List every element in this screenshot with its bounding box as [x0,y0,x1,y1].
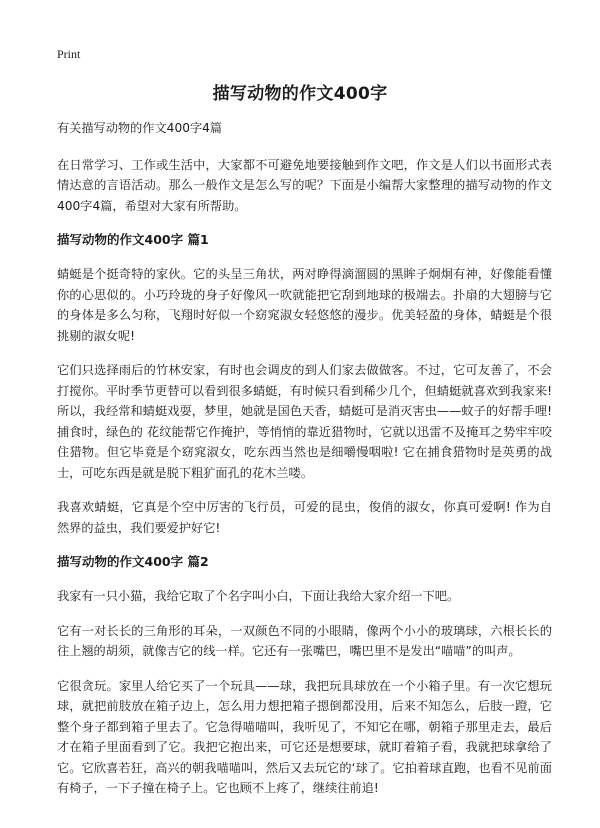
section2-paragraph: 它很贪玩。家里人给它买了一个玩具——球，我把玩具球放在一个小箱子里。有一次它想玩球，就把前肢放在箱子边上，怎么用力想把箱子摁倒都没用，后来不知怎么，后肢一蹬，它整个身子都到箱子里去了。它急得喵喵叫，我听见了，不知它在哪，朝箱子那里走去，最后才在箱子里面看到了它。我把它抱出来，可它还是想要球，就盯着箱子看，我就把球拿给了它。它欣喜若狂，高兴的朝我喵喵叫，然后又去玩它的‘球了。它拍着球直跑，也看不见前面有椅子，一下子撞在椅子上。它也顾不上疼了，继续往前追! [57,678,552,795]
section2-paragraph: 它有一对长长的三角形的耳朵，一双颜色不同的小眼睛，像两个小小的玻璃球，六根长长的往上翘的胡须，就像吉它的线一样。它还有一张嘴巴，嘴巴里不是发出“喵喵”的叫声。 [57,623,552,658]
section1-paragraph: 蜻蜓是个挺奇特的家伙。它的头呈三角状，两对睁得滴溜圆的黑眸子炯炯有神，好像能看懂你的心思似的。小巧玲珑的身子好像风一吹就能把它刮到地球的极端去。扑扇的大翅膀与它的身体是多么匀称，飞翔时好似一个窈窕淑女轻悠悠的漫步。优美轻盈的身体，蜻蜓是个很挑剔的淑女呢! [57,267,552,343]
section2-paragraph: 我家有一只小猫，我给它取了个名字叫小白，下面让我给大家介绍一下吧。 [57,589,460,603]
section1-paragraph: 它们只选择雨后的竹林安家，有时也会调皮的到人们家去做做客。不过，它可友善了，不会打搅你。平时季节更替可以看到很多蜻蜓，有时候只看到稀少几个，但蜻蜓就喜欢到我家来! 所以，我经常和蜻蜓戏耍，梦里，她就是国色天香，蜻蜓可是消灭害虫——蚊子的好帮手哩! 捕食时，绿色的 花纹能帮它作掩护，等悄悄的靠近猎物时，它就以迅雷不及掩耳之势牢牢咬住猎物。但它毕竟是个窈窕淑女，吃东西当然也是细嚼慢咽啦! 它在捕食猎物时是英勇的战士，可吃东西是就是脱下粗犷面孔的花木兰喽。 [57,363,552,480]
print-label: Print [57,47,81,61]
intro-paragraph: 在日常学习、工作或生活中，大家都不可避免地要接触到作文吧，作文是人们以书面形式表情达意的言语活动。那么一般作文是怎么写的呢？下面是小编帮大家整理的描写动物的作文400字4篇，希望对大家有所帮助。 [57,157,552,213]
section-heading-1: 描写动物的作文400字 篇1 [57,232,209,247]
article-subtitle: 有关描写动物的作文400字4篇 [57,121,223,135]
page-title: 描写动物的作文400字 [212,84,388,104]
section1-paragraph: 我喜欢蜻蜓，它真是个空中厉害的飞行员，可爱的昆虫，俊俏的淑女，你真可爱啊! 作为自然界的益虫，我们要爱护好它! [57,500,552,535]
section-heading-2: 描写动物的作文400字 篇2 [57,554,209,569]
article-body [57,118,552,813]
